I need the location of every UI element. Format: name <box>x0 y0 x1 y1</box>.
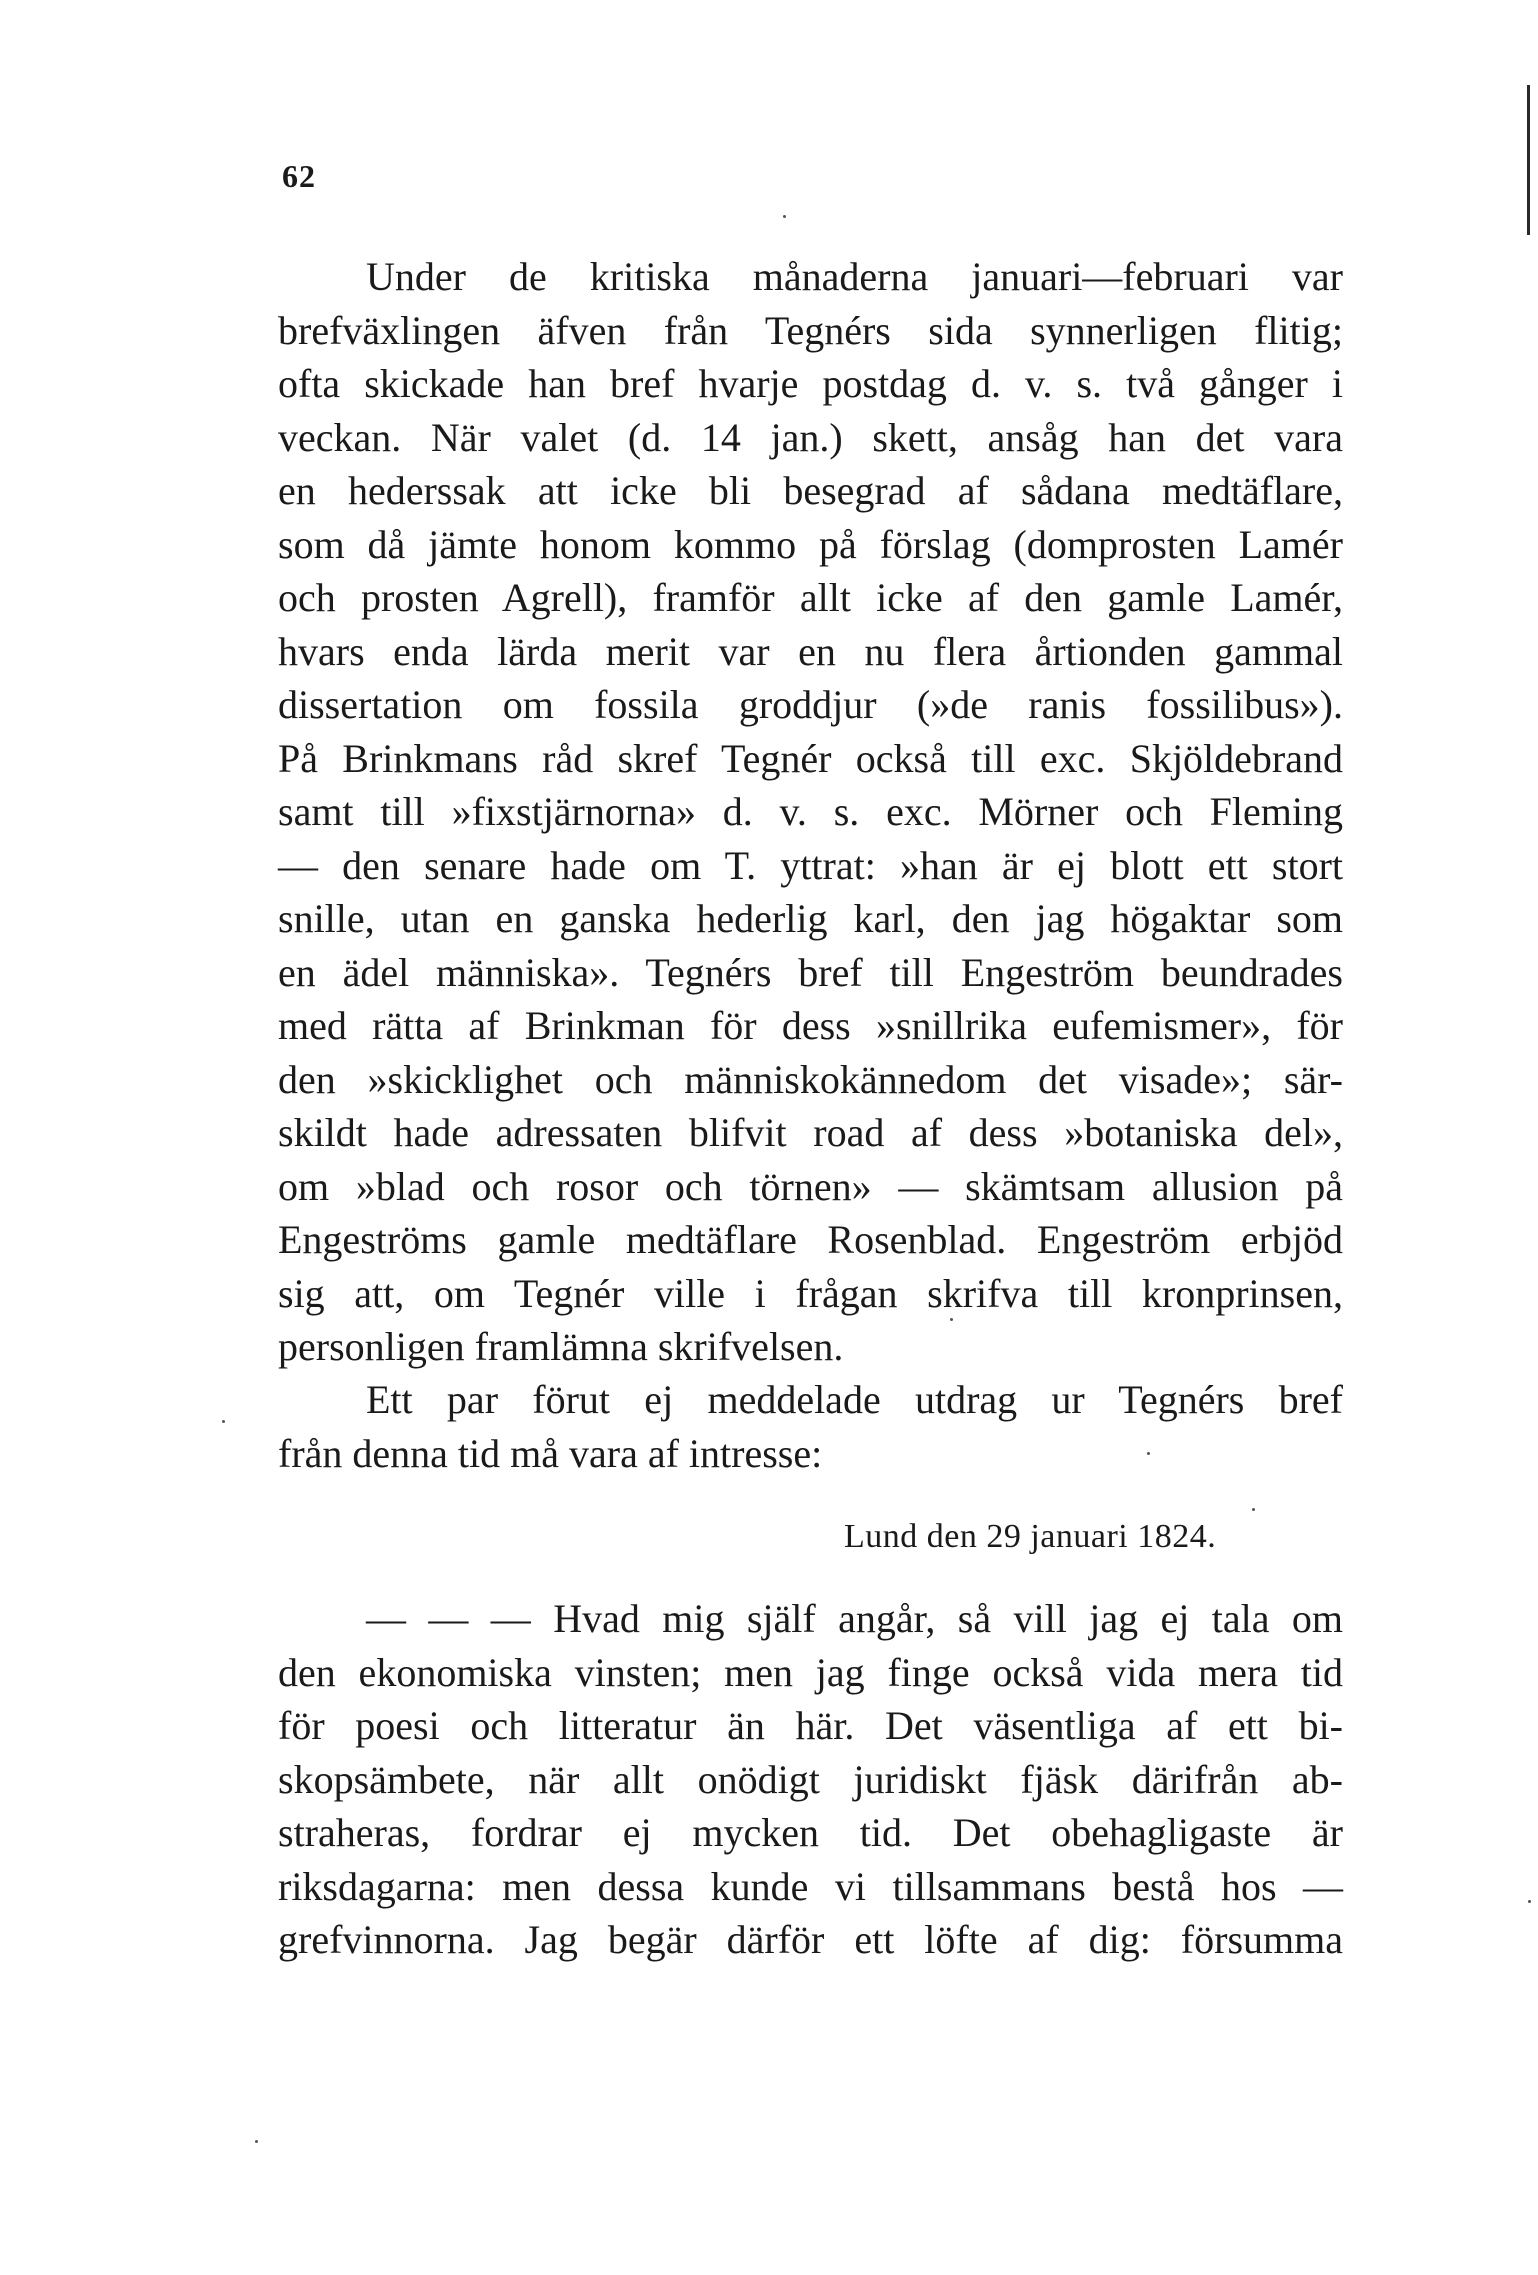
text-line: Ett par förut ej meddelade utdrag ur Tegnérs bref <box>366 1377 1343 1422</box>
text-line: samt till »fixstjärnorna» d. v. s. exc. Mörner och Fleming <box>278 789 1343 834</box>
paragraph-2 <box>278 1373 1343 1480</box>
letter-date: Lund den 29 januari 1824. <box>844 1518 1217 1555</box>
text-line: skopsämbete, när allt onödigt juridiskt fjäsk därifrån ab- <box>278 1756 1343 1802</box>
text-line: och prosten Agrell), framför allt icke af den gamle Lamér, <box>278 575 1343 620</box>
scan-speck <box>1147 1452 1150 1455</box>
text-line: snille, utan en ganska hederlig karl, den jag högaktar som <box>278 896 1343 941</box>
text-line: skildt hade adressaten blifvit road af dess »botaniska del», <box>278 1110 1343 1155</box>
text-line: hvars enda lärda merit var en nu flera årtionden gammal <box>278 628 1343 674</box>
text-line: med rätta af Brinkman för dess »snillrika eufemismer», för <box>278 1003 1343 1048</box>
text-line: grefvinnorna. Jag begär därför ett löfte af dig: försumma <box>278 1917 1343 1962</box>
scan-speck <box>783 215 786 218</box>
text-line: den ekonomiska vinsten; men jag finge också vida mera tid <box>278 1649 1343 1695</box>
scan-speck <box>1528 1900 1531 1903</box>
scan-speck <box>222 1420 225 1423</box>
text-line: för poesi och litteratur än här. Det väsentliga af ett bi- <box>278 1703 1343 1748</box>
text-line: Under de kritiska månaderna januari—februari var <box>366 254 1343 299</box>
scan-speck <box>1252 1508 1255 1511</box>
text-line: straheras, fordrar ej mycken tid. Det obehagligaste är <box>278 1810 1343 1855</box>
text-line: som då jämte honom kommo på förslag (domprosten Lamér <box>278 521 1343 567</box>
text-line: personligen framlämna skrifvelsen. <box>278 1324 844 1369</box>
text-line: sig att, om Tegnér ville i frågan skrifva till kronprinsen, <box>278 1270 1343 1316</box>
text-line: en hederssak att icke bli besegrad af sådana medtäflare, <box>278 468 1343 513</box>
text-line: från denna tid må vara af intresse: <box>278 1430 823 1476</box>
page-edge-mark <box>1527 85 1530 235</box>
text-line: om »blad och rosor och törnen» — skämtsam allusion på <box>278 1163 1343 1209</box>
paragraph-1 <box>278 250 1343 1374</box>
text-line: en ädel människa». Tegnérs bref till Engeström beundrades <box>278 949 1343 995</box>
scan-speck <box>950 1318 953 1321</box>
text-line: Engeströms gamle medtäflare Rosenblad. Engeström erbjöd <box>278 1217 1343 1262</box>
text-line: riksdagarna: men dessa kunde vi tillsammans bestå hos — <box>278 1863 1343 1909</box>
scan-speck <box>255 2140 258 2143</box>
letter-body <box>278 1592 1343 1967</box>
text-line: dissertation om fossila groddjur (»de ranis fossilibus»). <box>278 682 1343 727</box>
page-number: 62 <box>282 158 316 194</box>
text-line: brefväxlingen äfven från Tegnérs sida synnerligen flitig; <box>278 307 1343 353</box>
text-line: den »skicklighet och människokännedom det visade»; sär- <box>278 1056 1343 1102</box>
text-line: veckan. När valet (d. 14 jan.) skett, ansåg han det vara <box>278 414 1343 460</box>
text-line: ofta skickade han bref hvarje postdag d. v. s. två gånger i <box>278 361 1343 406</box>
text-line: På Brinkmans råd skref Tegnér också till exc. Skjöldebrand <box>278 735 1343 781</box>
text-line: — den senare hade om T. yttrat: »han är ej blott ett stort <box>278 842 1343 888</box>
text-line: — — — Hvad mig själf angår, så vill jag ej tala om <box>366 1596 1343 1641</box>
